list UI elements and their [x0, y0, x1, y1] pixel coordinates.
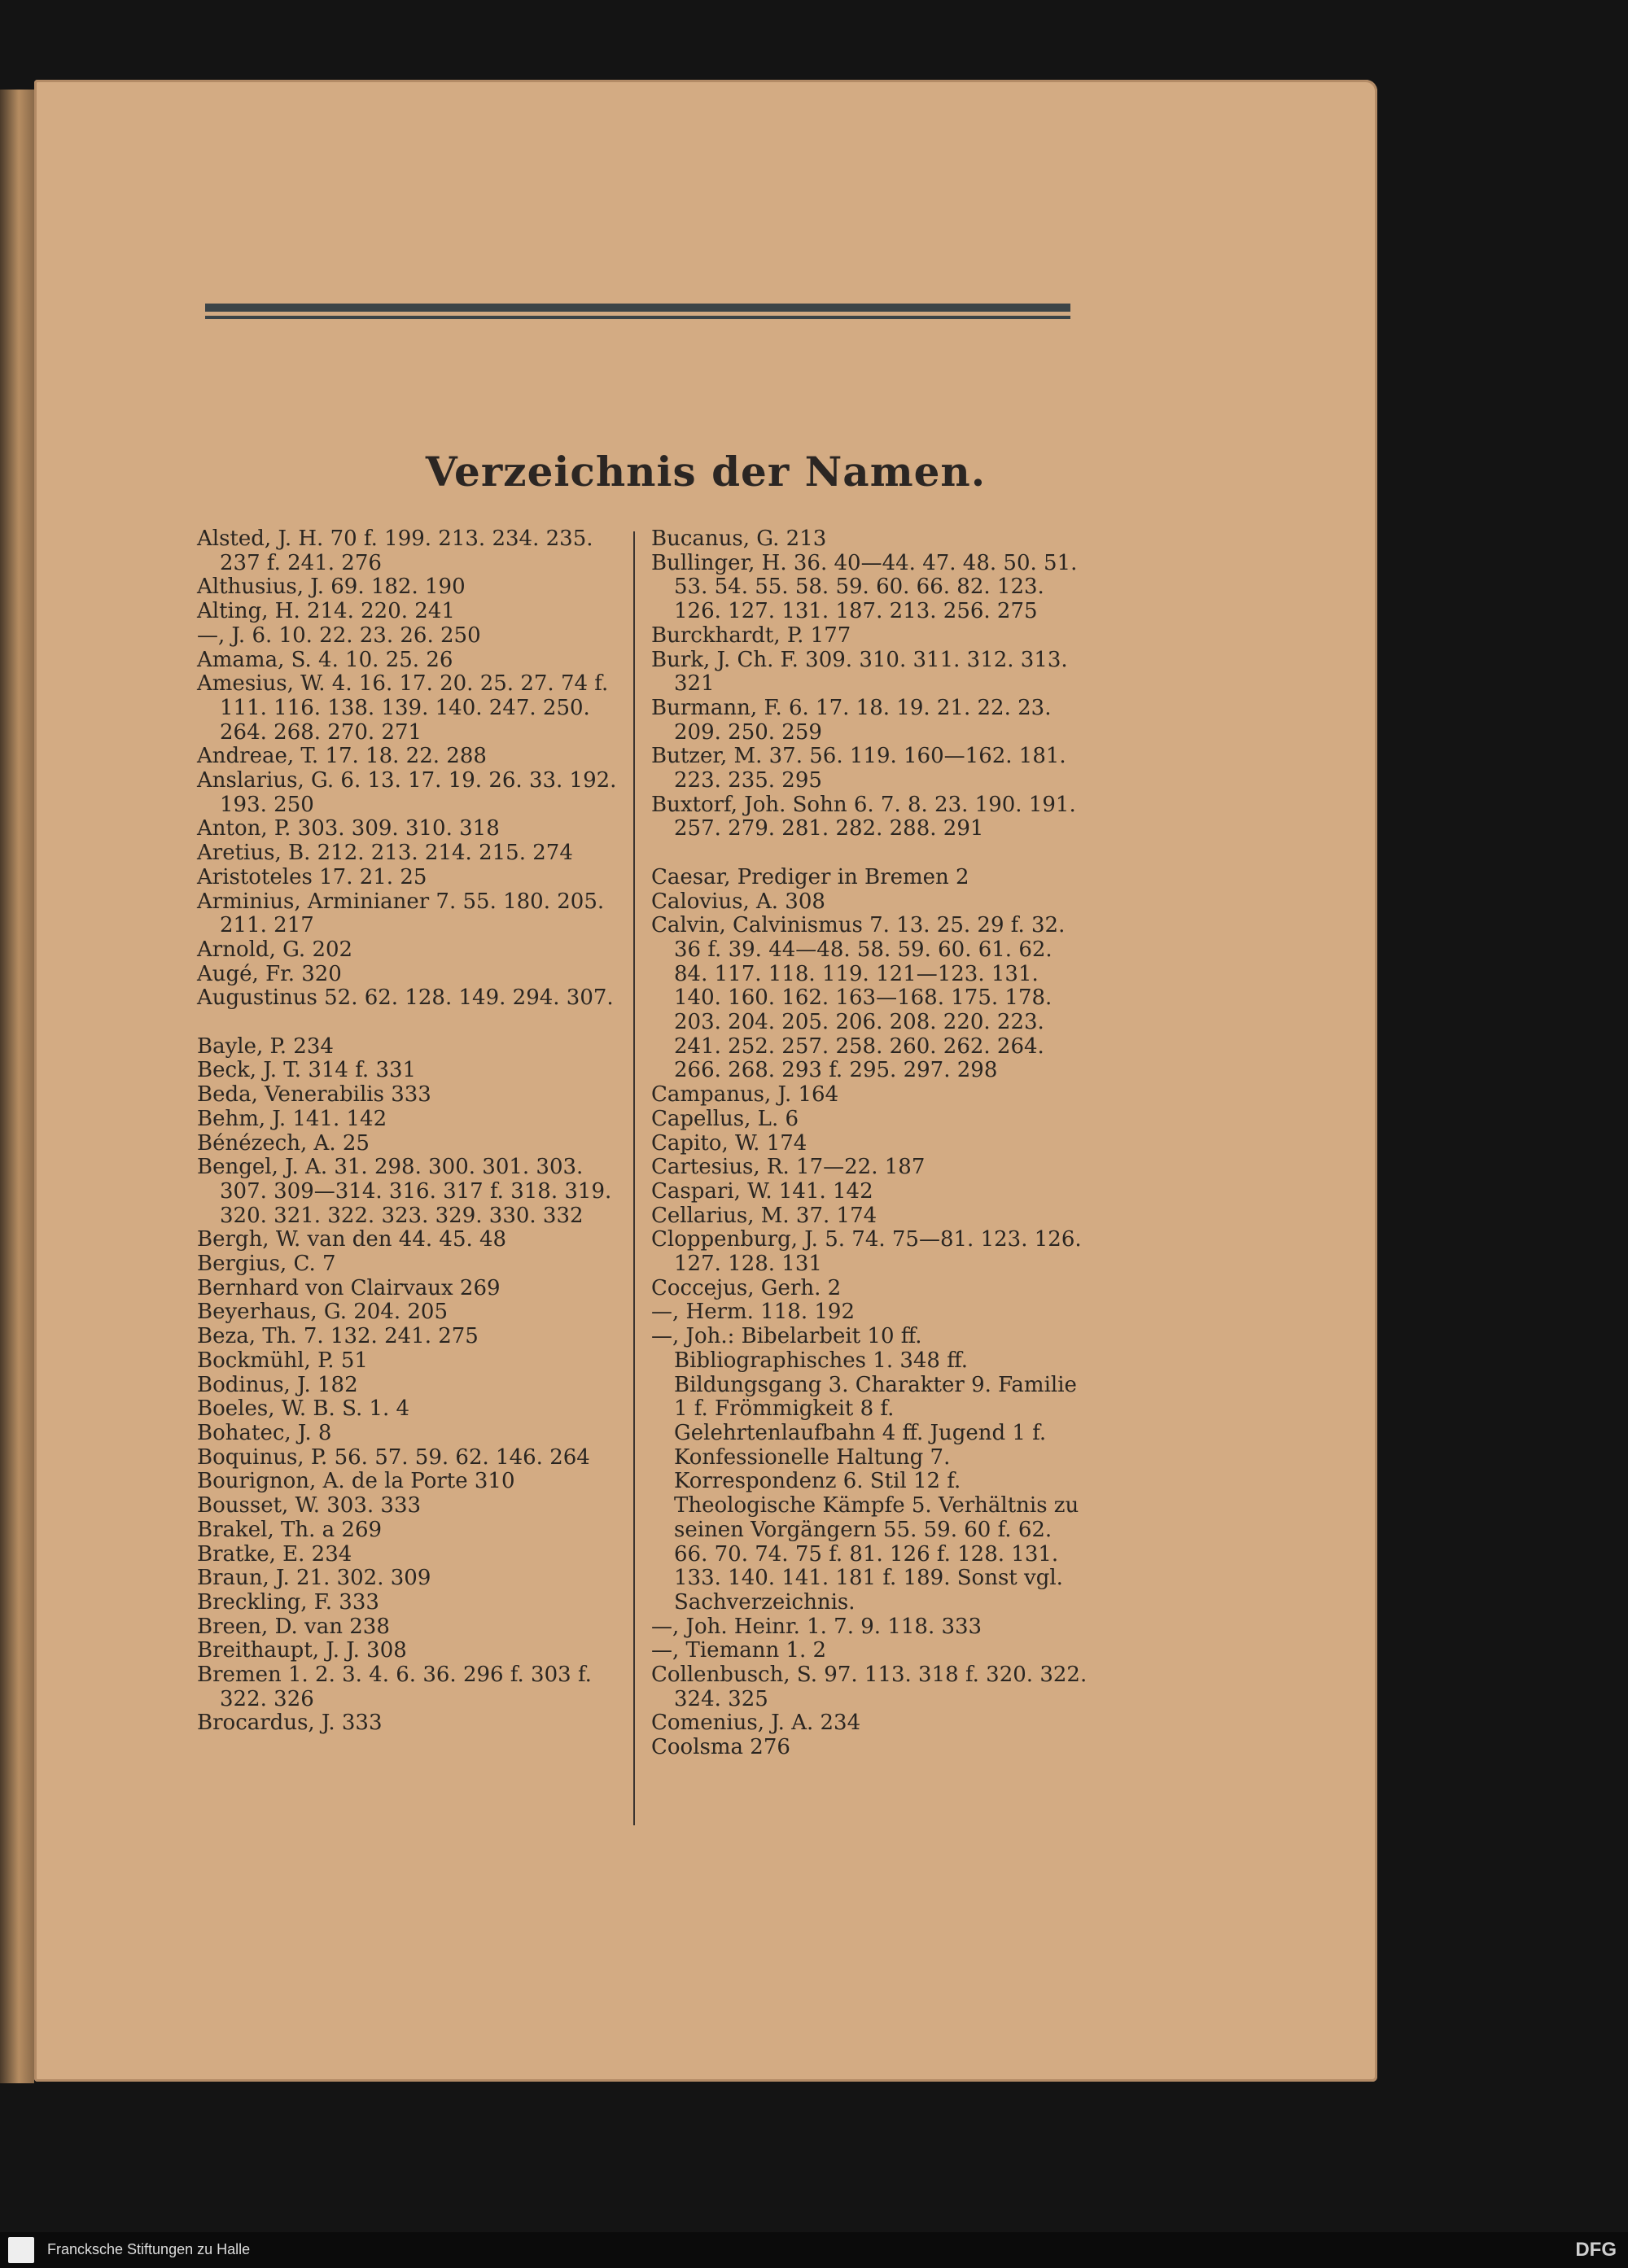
index-entry: Bohatec, J. 8 [197, 1421, 332, 1445]
index-entry: Beda, Venerabilis 333 [197, 1082, 431, 1108]
index-entry: Calovius, A. 308 [651, 889, 825, 914]
index-entry: Brocardus, J. 333 [197, 1711, 383, 1736]
index-entry: Alsted, J. H. 70 f. 199. 213. 234. 235. 237 f. 241. 276 [197, 527, 593, 575]
institution-logo-icon [8, 2237, 34, 2263]
index-entry: Arnold, G. 202 [197, 937, 353, 962]
section-gap [197, 1011, 637, 1035]
index-entry: Bullinger, H. 36. 40—44. 47. 48. 50. 51. 53. 54. 55. 58. 59. 60. 66. 82. 123. 126. 127. 131. 187. 213. 256. 275 [651, 550, 1078, 624]
index-entry: Boquinus, P. 56. 57. 59. 62. 146. 264 [197, 1444, 590, 1470]
index-entry: Bernhard von Clairvaux 269 [197, 1275, 501, 1300]
index-entry: Beza, Th. 7. 132. 241. 275 [197, 1324, 479, 1349]
index-entry: Cartesius, R. 17—22. 187 [651, 1155, 926, 1180]
index-entry: Breckling, F. 333 [197, 1589, 379, 1615]
index-entry: Bengel, J. A. 31. 298. 300. 301. 303. 307. 309—314. 316. 317 f. 318. 319. 320. 321. 322. 323. 329. 330. 332 [197, 1155, 612, 1228]
index-entry: Bucanus, G. 213 [651, 527, 827, 551]
header-rule-thin [205, 316, 1070, 319]
index-entry: Anslarius, G. 6. 13. 17. 19. 26. 33. 192. 193. 250 [197, 768, 617, 817]
index-entry: —, Herm. 118. 192 [651, 1300, 855, 1325]
index-entry: Calvin, Calvinismus 7. 13. 25. 29 f. 32. 36 f. 39. 44—48. 58. 59. 60. 61. 62. 84. 117. 118. 119. 121—123. 131. 140. 160. 162. 163—168. 175. 178. 203. 204. 205. 206. 208. 220. 223. 241. 252. 257. 258. 260. 262. 264. 266. 268. 293 f. 295. 297. 298 [651, 913, 1066, 1083]
index-entry: Campanus, J. 164 [651, 1082, 839, 1108]
index-entry: Beyerhaus, G. 204. 205 [197, 1300, 449, 1325]
index-entry: Cloppenburg, J. 5. 74. 75—81. 123. 126. 127. 128. 131 [651, 1227, 1082, 1277]
index-entry: Bénézech, A. 25 [197, 1130, 370, 1156]
index-entry: Breithaupt, J. J. 308 [197, 1638, 407, 1663]
index-entry: Arminius, Arminianer 7. 55. 180. 205. 211. 217 [197, 889, 605, 938]
page-title: Verzeichnis der Namen. [425, 448, 987, 496]
index-entry: —, J. 6. 10. 22. 23. 26. 250 [197, 623, 481, 648]
index-entry: Burckhardt, P. 177 [651, 623, 851, 648]
section-gap [651, 841, 1091, 866]
index-entry: Capellus, L. 6 [651, 1106, 799, 1131]
index-entry: Bergius, C. 7 [197, 1252, 336, 1277]
book-spine [0, 90, 34, 2083]
index-entry: Coccejus, Gerh. 2 [651, 1275, 842, 1300]
viewer-footer [0, 2232, 1628, 2268]
institution-name: Francksche Stiftungen zu Halle [47, 2241, 251, 2257]
index-entry: Braun, J. 21. 302. 309 [197, 1566, 431, 1591]
index-entry: Capito, W. 174 [651, 1130, 807, 1156]
dfg-badge: DFG [1575, 2239, 1617, 2261]
index-entry: Bayle, P. 234 [197, 1033, 334, 1059]
index-entry: Aristoteles 17. 21. 25 [197, 864, 427, 889]
index-entry: —, Tiemann 1. 2 [651, 1638, 827, 1663]
header-rule-thick [205, 304, 1070, 312]
index-entry: Brakel, Th. a 269 [197, 1517, 383, 1542]
index-entry: Andreae, T. 17. 18. 22. 288 [197, 744, 487, 769]
index-entry: Alting, H. 214. 220. 241 [197, 599, 455, 624]
index-entry: Butzer, M. 37. 56. 119. 160—162. 181. 223. 235. 295 [651, 744, 1066, 793]
index-entry: Comenius, J. A. 234 [651, 1711, 861, 1736]
index-entry: Burmann, F. 6. 17. 18. 19. 21. 22. 23. 209. 250. 259 [651, 695, 1052, 745]
index-entry: Caesar, Prediger in Bremen 2 [651, 864, 969, 889]
index-entry: Amesius, W. 4. 16. 17. 20. 25. 27. 74 f. 111. 116. 138. 139. 140. 247. 250. 264. 268. 270. 271 [197, 671, 609, 745]
index-entry: Bousset, W. 303. 333 [197, 1493, 422, 1519]
index-entry: —, Joh. Heinr. 1. 7. 9. 118. 333 [651, 1614, 982, 1639]
right-column [651, 527, 1091, 1760]
index-entry: Aretius, B. 212. 213. 214. 215. 274 [197, 841, 573, 866]
index-entry: Anton, P. 303. 309. 310. 318 [197, 816, 500, 841]
index-entry: —, Joh.: Bibelarbeit 10 ff. Bibliographisches 1. 348 ff. Bildungsgang 3. Charakter 9. Familie 1 f. Frömmigkeit 8 f. Gelehrtenlaufbahn 4 ff. Jugend 1 f. Konfessionelle Haltung 7. Korrespondenz 6. Stil 12 f. Theologische Kämpfe 5. Verhältnis zu seinen Vorgängern 55. 59. 60 f. 62. 66. 70. 74. 75 f. 81. 126 f. 128. 131. 133. 140. 141. 181 f. 189. Sonst vgl. Sachverzeichnis. [651, 1324, 1079, 1615]
index-entry: Caspari, W. 141. 142 [651, 1178, 873, 1204]
index-entry: Augustinus 52. 62. 128. 149. 294. 307. [197, 985, 614, 1011]
index-entry: Bodinus, J. 182 [197, 1372, 358, 1397]
index-entry: Bourignon, A. de la Porte 310 [197, 1469, 515, 1494]
index-entry: Collenbusch, S. 97. 113. 318 f. 320. 322. 324. 325 [651, 1663, 1088, 1711]
index-entry: Bremen 1. 2. 3. 4. 6. 36. 296 f. 303 f. 322. 326 [197, 1663, 592, 1711]
index-entry: Boeles, W. B. S. 1. 4 [197, 1396, 410, 1422]
index-entry: Burk, J. Ch. F. 309. 310. 311. 312. 313. 321 [651, 647, 1068, 697]
index-entry: Bergh, W. van den 44. 45. 48 [197, 1227, 507, 1252]
index-entry: Beck, J. T. 314 f. 331 [197, 1058, 417, 1083]
index-entry: Cellarius, M. 37. 174 [651, 1203, 877, 1228]
index-entry: Buxtorf, Joh. Sohn 6. 7. 8. 23. 190. 191. 257. 279. 281. 282. 288. 291 [651, 792, 1076, 841]
index-entry: Althusius, J. 69. 182. 190 [197, 575, 466, 600]
index-entry: Breen, D. van 238 [197, 1614, 390, 1639]
index-entry: Bratke, E. 234 [197, 1541, 352, 1567]
index-entry: Behm, J. 141. 142 [197, 1106, 387, 1131]
left-column [197, 527, 637, 1736]
index-entry: Coolsma 276 [651, 1735, 790, 1760]
book-page [34, 80, 1377, 2082]
index-entry: Bockmühl, P. 51 [197, 1348, 368, 1373]
index-entry: Augé, Fr. 320 [197, 961, 342, 986]
index-entry: Amama, S. 4. 10. 25. 26 [197, 647, 453, 672]
